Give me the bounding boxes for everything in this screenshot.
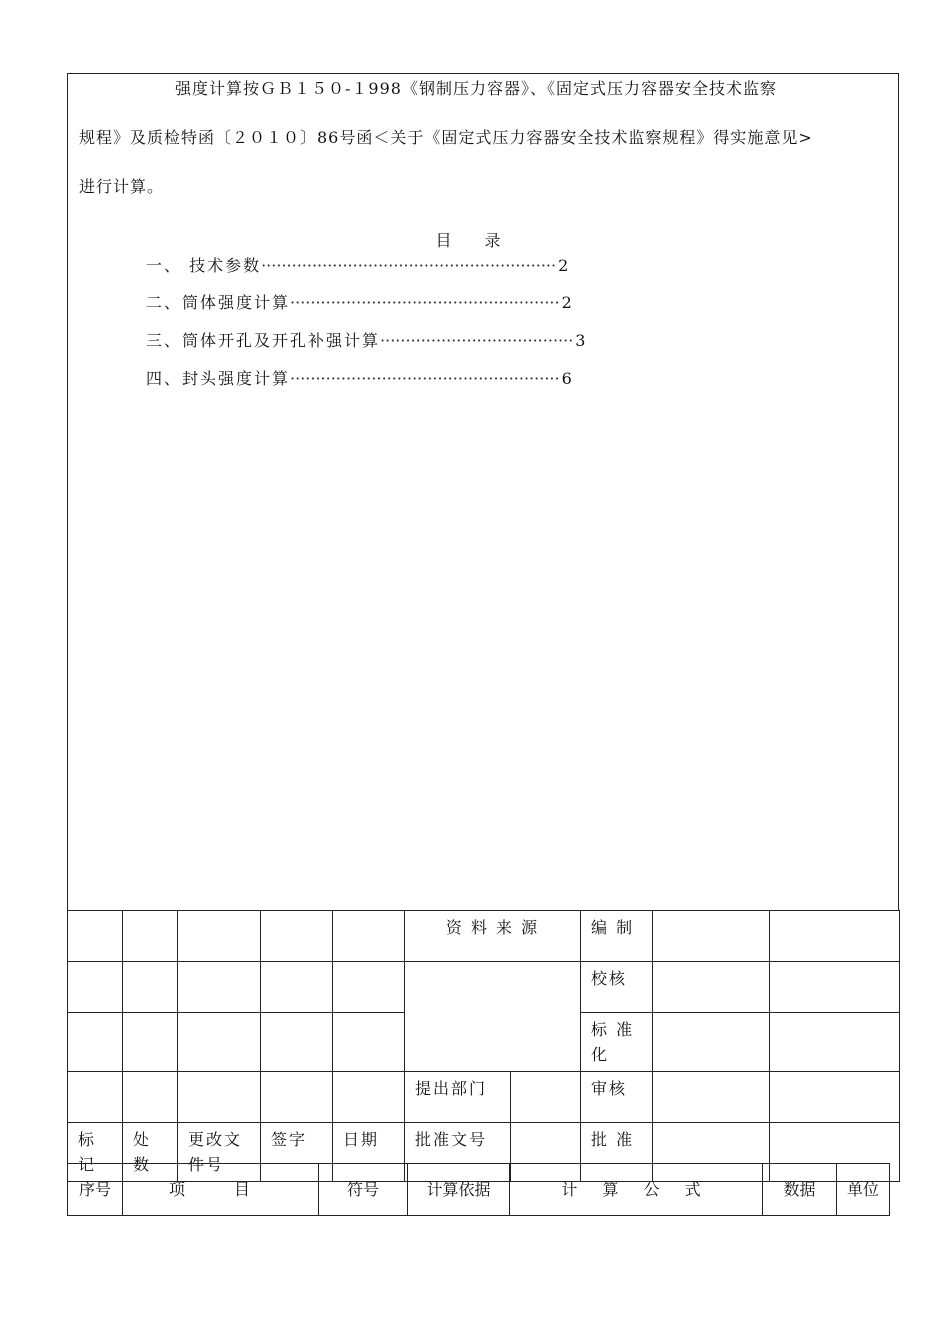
col-unit: 单位 xyxy=(837,1164,890,1216)
toc-leader: ·························································· xyxy=(261,256,557,275)
revision-cell[interactable] xyxy=(123,1072,178,1123)
toc-item[interactable] xyxy=(146,366,572,389)
toc-item-label: 三、筒体开孔及开孔补强计算 xyxy=(146,331,381,350)
toc-page-number: 2 xyxy=(561,293,572,312)
header-signature: 签字 xyxy=(261,1123,333,1182)
dept-label: 提出部门 xyxy=(405,1072,511,1123)
toc-item[interactable] xyxy=(146,328,585,351)
signature-cell[interactable] xyxy=(653,1013,770,1072)
approval-doc-label: 批准文号 xyxy=(405,1123,511,1182)
revision-cell[interactable] xyxy=(178,1013,261,1072)
col-data: 数据 xyxy=(763,1164,837,1216)
signature-cell[interactable] xyxy=(653,1072,770,1123)
calc-table-header xyxy=(67,1163,890,1216)
date-cell[interactable] xyxy=(770,1013,900,1072)
date-cell[interactable] xyxy=(770,962,900,1013)
revision-cell[interactable] xyxy=(178,962,261,1013)
toc-leader: ····················································· xyxy=(290,293,560,312)
intro-line-1: 强度计算按ＧＢ１５０-１998《钢制压力容器》、《固定式压力容器安全技术监察 xyxy=(175,79,777,98)
role-standardize: 标 准化 xyxy=(581,1013,653,1072)
revision-cell[interactable] xyxy=(178,911,261,962)
revision-cell[interactable] xyxy=(333,962,405,1013)
revision-cell[interactable] xyxy=(68,911,123,962)
toc-leader: ····················································· xyxy=(290,369,560,388)
toc-item-label: 一、 技术参数 xyxy=(146,256,262,275)
role-check: 校核 xyxy=(581,962,653,1013)
revision-cell[interactable] xyxy=(261,1072,333,1123)
revision-cell[interactable] xyxy=(68,1072,123,1123)
revision-cell[interactable] xyxy=(123,911,178,962)
toc-item[interactable] xyxy=(146,253,568,276)
toc-item[interactable] xyxy=(146,290,572,313)
toc-item-label: 四、封头强度计算 xyxy=(146,369,291,388)
role-review: 审核 xyxy=(581,1072,653,1123)
revision-cell[interactable] xyxy=(178,1072,261,1123)
source-label: 资 料 来 源 xyxy=(405,911,581,962)
signature-cell[interactable] xyxy=(653,962,770,1013)
col-basis: 计算依据 xyxy=(408,1164,510,1216)
role-compile: 编 制 xyxy=(581,911,653,962)
revision-cell[interactable] xyxy=(261,911,333,962)
toc-item-label: 二、筒体强度计算 xyxy=(146,293,291,312)
revision-cell[interactable] xyxy=(123,962,178,1013)
intro-line-2: 规程》及质检特函〔２０１０〕86号函＜关于《固定式压力容器安全技术监察规程》得实施意见> xyxy=(79,128,813,147)
revision-cell[interactable] xyxy=(68,962,123,1013)
revision-table xyxy=(67,910,900,1182)
dept-value-cell[interactable] xyxy=(511,1072,581,1123)
col-symbol: 符号 xyxy=(319,1164,408,1216)
revision-cell[interactable] xyxy=(261,962,333,1013)
col-index: 序号 xyxy=(68,1164,123,1216)
header-date: 日期 xyxy=(333,1123,405,1182)
header-count: 处数 xyxy=(123,1123,178,1182)
date-cell[interactable] xyxy=(770,911,900,962)
header-mark: 标记 xyxy=(68,1123,123,1182)
toc-page-number: 6 xyxy=(561,369,572,388)
revision-cell[interactable] xyxy=(68,1013,123,1072)
toc-page-number: 3 xyxy=(575,331,586,350)
toc-title: 目 录 xyxy=(435,231,515,250)
toc-leader: ······································ xyxy=(380,331,574,350)
source-value-cell[interactable] xyxy=(405,962,581,1072)
revision-cell[interactable] xyxy=(261,1013,333,1072)
header-change-doc: 更改文件号 xyxy=(178,1123,261,1182)
page-frame xyxy=(67,73,899,911)
revision-cell[interactable] xyxy=(333,911,405,962)
toc-page-number: 2 xyxy=(558,256,569,275)
role-approve: 批 准 xyxy=(581,1123,653,1182)
col-item: 项 目 xyxy=(123,1164,319,1216)
date-cell[interactable] xyxy=(770,1072,900,1123)
revision-cell[interactable] xyxy=(333,1072,405,1123)
revision-cell[interactable] xyxy=(333,1013,405,1072)
revision-cell[interactable] xyxy=(123,1013,178,1072)
signature-cell[interactable] xyxy=(653,911,770,962)
intro-line-3: 进行计算。 xyxy=(79,177,165,196)
col-formula: 计 算 公 式 xyxy=(510,1164,763,1216)
